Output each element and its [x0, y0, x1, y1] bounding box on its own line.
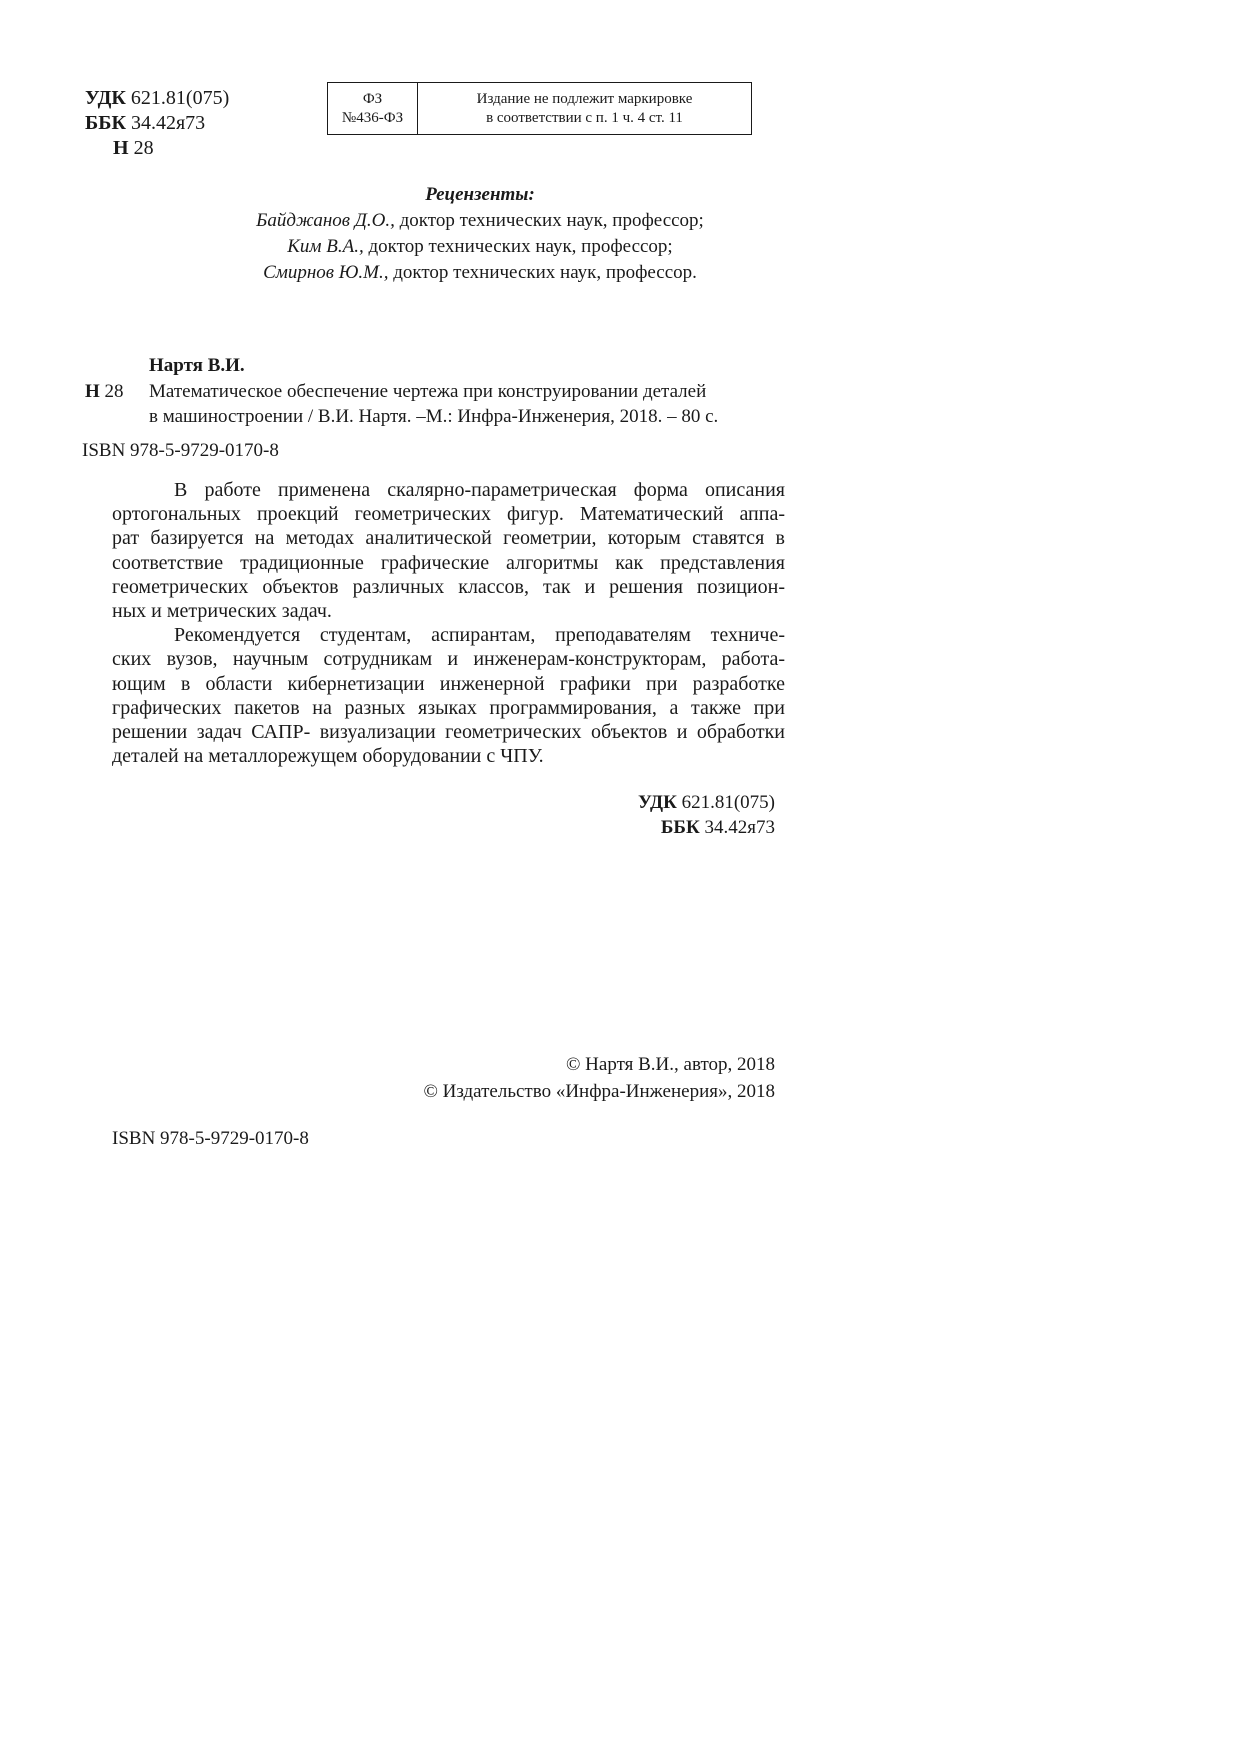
abstract-line: рат базируется на методах аналитической геометрии, которым ставятся в [112, 527, 785, 550]
udk-label: УДК [637, 792, 677, 813]
udk-value: 621.81(075) [130, 87, 230, 109]
abstract-line: деталей на металлорежущем оборудовании с ЧПУ. [112, 745, 544, 768]
fz-note-cell [418, 83, 751, 134]
fz-marking-table [327, 82, 752, 135]
bibliography-author-sign [85, 381, 124, 403]
abstract-line: Рекомендуется студентам, аспирантам, преподавателям техниче- [174, 624, 785, 647]
classification-codes-bottom [638, 792, 775, 842]
abstract-line: геометрических объектов различных классов, так и решения позицион- [112, 575, 785, 598]
reviewer-desc: доктор технических наук, профессор; [363, 236, 673, 257]
udk-code [85, 86, 229, 111]
bbk-label: ББК [85, 112, 126, 134]
isbn-top: ISBN 978-5-9729-0170-8 [82, 440, 279, 461]
biblio-line: в машиностроении / В.И. Нартя. –М.: Инфра-Инженерия, 2018. – 80 с. [149, 406, 719, 427]
reviewer-desc: доктор технических наук, профессор; [394, 210, 704, 231]
reviewer-desc: доктор технических наук, профессор. [388, 262, 697, 283]
abstract-line: ортогональных проекций геометрических фигур. Математический аппа- [112, 503, 785, 526]
abstract-line: ских вузов, научным сотрудникам и инженерам-конструкторам, работа- [112, 648, 785, 671]
reviewer-name: Ким В.А., [287, 236, 364, 257]
fz-law-line1: ФЗ [362, 90, 383, 107]
reviewers-block [210, 184, 750, 288]
reviewer-item [210, 236, 750, 262]
book-author: Нартя В.И. [149, 355, 245, 376]
abstract-line: В работе применена скалярно-параметрическая форма описания [174, 479, 785, 501]
bibliography-sign-value: 28 [104, 381, 124, 402]
reviewers-title: Рецензенты: [425, 184, 535, 205]
copyright-publisher: © Издательство «Инфра-Инженерия», 2018 [423, 1081, 775, 1102]
reviewer-name: Смирнов Ю.М., [263, 262, 389, 283]
fz-law-line2: №436-ФЗ [341, 109, 404, 126]
abstract-line: решении задач САПР- визуализации геометрических объектов и обработки [112, 720, 785, 743]
author-sign [85, 136, 229, 161]
abstract-line: ющим в области кибернетизации инженерной графики при разработке [112, 672, 785, 695]
classification-codes [85, 86, 229, 161]
udk-value: 621.81(075) [681, 792, 775, 813]
abstract [112, 478, 785, 768]
fz-note-line1: Издание не подлежит маркировке [476, 90, 693, 107]
udk-label: УДК [85, 87, 126, 109]
abstract-line: графических пакетов на разных языках программирования, а также при [112, 696, 785, 719]
reviewer-name: Байджанов Д.О., [256, 210, 395, 231]
biblio-line: Математическое обеспечение чертежа при конструировании деталей [149, 381, 707, 402]
reviewer-item [210, 262, 750, 288]
reviewer-item [210, 210, 750, 236]
bbk-code-bottom [638, 817, 775, 842]
abstract-line: соответствие традиционные графические алгоритмы как представления [112, 551, 785, 574]
bibliography-sign-label: Н [85, 381, 100, 402]
bbk-value: 34.42я73 [130, 112, 206, 134]
copyright-author: © Нартя В.И., автор, 2018 [565, 1054, 775, 1075]
fz-law-cell [328, 83, 418, 134]
fz-note-line2: в соответствии с п. 1 ч. 4 ст. 11 [486, 109, 683, 126]
udk-code-bottom [638, 792, 775, 817]
bbk-value: 34.42я73 [704, 817, 775, 838]
author-sign-label: Н [113, 137, 129, 159]
author-sign-value: 28 [133, 137, 154, 159]
bbk-code [85, 111, 229, 136]
bibliographic-description [149, 381, 769, 431]
bbk-label: ББК [660, 817, 700, 838]
abstract-line: ных и метрических задач. [112, 599, 332, 622]
copyright-block [423, 1054, 775, 1108]
isbn-bottom: ISBN 978-5-9729-0170-8 [112, 1128, 309, 1149]
